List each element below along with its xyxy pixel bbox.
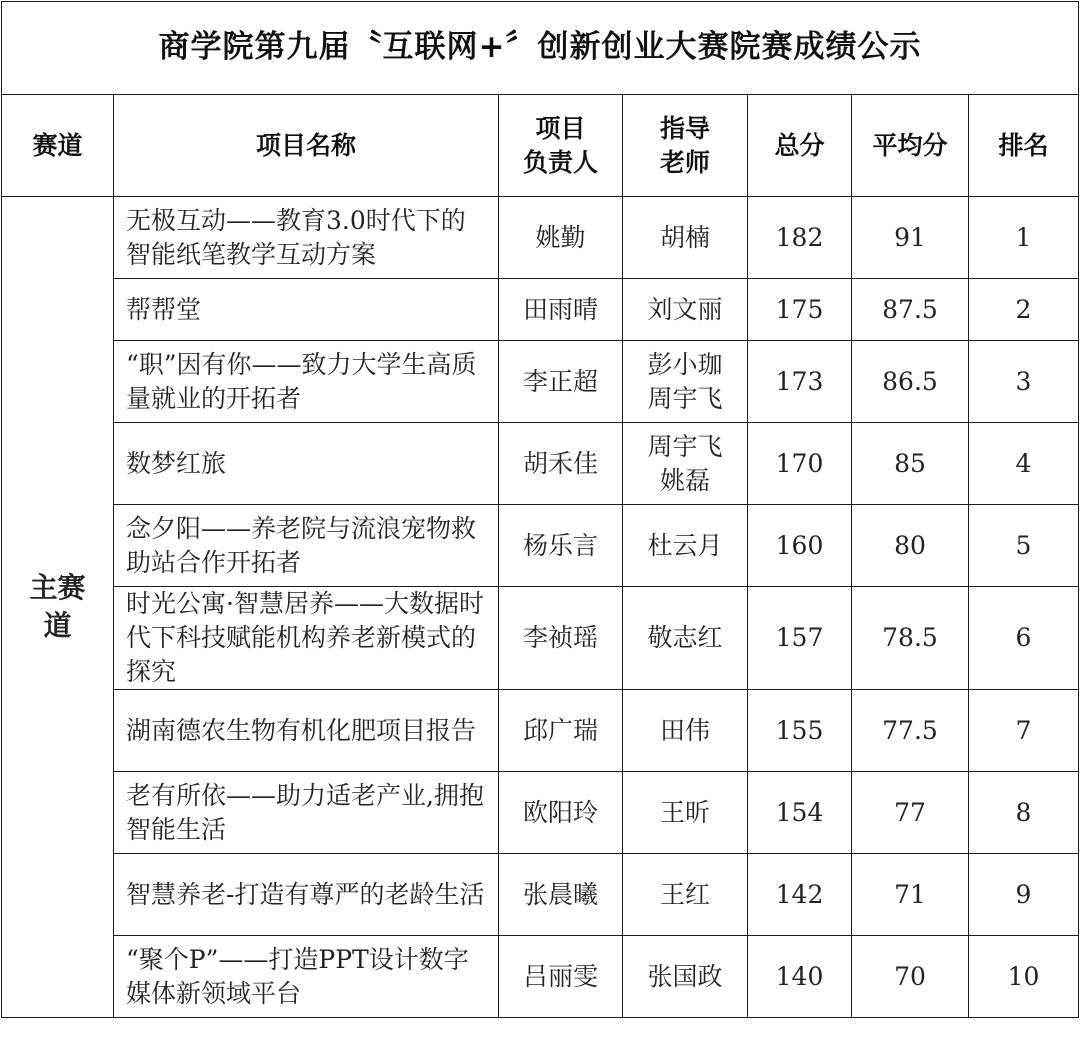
header-leader-line: 负责人 [522,147,598,177]
leader-cell: 胡禾佳 [499,423,623,505]
leader-cell: 姚勤 [499,197,623,279]
project-name-cell: “聚个P”——打造PPT设计数字媒体新领域平台 [114,936,499,1018]
rank-cell: 2 [969,279,1079,341]
total-score-cell: 157 [748,587,852,690]
rank-cell: 3 [969,341,1079,423]
advisor-name: 姚磊 [659,465,710,495]
rank-cell: 7 [969,690,1079,772]
average-score-cell: 78.5 [852,587,969,690]
advisor-cell [623,341,748,423]
total-score-cell: 160 [748,505,852,587]
project-name-cell: 老有所依——助力适老产业,拥抱智能生活 [114,772,499,854]
table-row [2,423,1079,505]
table-row [2,279,1079,341]
table-row [2,505,1079,587]
table-row [2,936,1079,1018]
project-name-cell: 智慧养老-打造有尊严的老龄生活 [114,854,499,936]
advisor-cell [623,772,748,854]
advisor-cell [623,197,748,279]
table-row [2,690,1079,772]
total-score-cell: 140 [748,936,852,1018]
leader-cell: 张晨曦 [499,854,623,936]
header-total: 总分 [748,95,852,197]
header-leader [499,95,623,197]
rank-cell: 8 [969,772,1079,854]
advisor-name: 周宇飞 [647,431,723,461]
total-score-cell: 142 [748,854,852,936]
advisor-name: 王昕 [659,797,710,827]
results-table [1,1,1079,1018]
rank-cell: 1 [969,197,1079,279]
advisor-name: 彭小珈 [647,349,723,379]
project-name-cell: 湖南德农生物有机化肥项目报告 [114,690,499,772]
header-rank: 排名 [969,95,1079,197]
track-cell [2,197,114,1018]
advisor-cell [623,279,748,341]
average-score-cell: 87.5 [852,279,969,341]
rank-cell: 10 [969,936,1079,1018]
advisor-cell [623,936,748,1018]
rank-cell: 4 [969,423,1079,505]
leader-cell: 田雨晴 [499,279,623,341]
leader-cell: 李正超 [499,341,623,423]
header-row [2,95,1079,197]
average-score-cell: 77 [852,772,969,854]
table-row [2,197,1079,279]
total-score-cell: 154 [748,772,852,854]
track-label-line: 主赛 [29,571,86,605]
advisor-name: 王红 [659,879,710,909]
advisor-name: 张国政 [647,961,723,991]
header-advisor [623,95,748,197]
advisor-name: 田伟 [659,715,710,745]
header-leader-line: 项目 [535,113,586,143]
project-name-cell: 数梦红旅 [114,423,499,505]
advisor-name: 胡楠 [659,222,710,252]
header-project: 项目名称 [114,95,499,197]
advisor-name: 敬志红 [647,623,723,653]
track-label-line: 道 [43,609,72,642]
results-body [2,197,1079,1018]
header-advisor-line: 老师 [659,147,710,177]
page-title: 商学院第九届〝互联网+〞创新创业大赛院赛成绩公示 [2,2,1079,95]
table-row [2,772,1079,854]
advisor-name: 刘文丽 [647,294,723,324]
leader-cell: 杨乐言 [499,505,623,587]
average-score-cell: 86.5 [852,341,969,423]
advisor-cell [623,690,748,772]
project-name-cell: 帮帮堂 [114,279,499,341]
rank-cell: 5 [969,505,1079,587]
project-name-cell: 无极互动——教育3.0时代下的智能纸笔教学互动方案 [114,197,499,279]
average-score-cell: 70 [852,936,969,1018]
table-row [2,587,1079,690]
total-score-cell: 155 [748,690,852,772]
total-score-cell: 170 [748,423,852,505]
advisor-cell [623,423,748,505]
total-score-cell: 175 [748,279,852,341]
leader-cell: 吕丽雯 [499,936,623,1018]
header-advisor-line: 指导 [659,113,710,143]
leader-cell: 李祯瑶 [499,587,623,690]
total-score-cell: 173 [748,341,852,423]
rank-cell: 6 [969,587,1079,690]
advisor-name: 杜云月 [647,530,723,560]
leader-cell: 欧阳玲 [499,772,623,854]
total-score-cell: 182 [748,197,852,279]
project-name-cell: 时光公寓·智慧居养——大数据时代下科技赋能机构养老新模式的探究 [114,587,499,690]
table-row [2,854,1079,936]
advisor-cell [623,854,748,936]
average-score-cell: 85 [852,423,969,505]
project-name-cell: 念夕阳——养老院与流浪宠物救助站合作开拓者 [114,505,499,587]
header-average: 平均分 [852,95,969,197]
advisor-name: 周宇飞 [647,383,723,413]
header-track: 赛道 [2,95,114,197]
average-score-cell: 77.5 [852,690,969,772]
average-score-cell: 80 [852,505,969,587]
advisor-cell [623,587,748,690]
table-row [2,341,1079,423]
advisor-cell [623,505,748,587]
rank-cell: 9 [969,854,1079,936]
leader-cell: 邱广瑞 [499,690,623,772]
average-score-cell: 91 [852,197,969,279]
average-score-cell: 71 [852,854,969,936]
project-name-cell: “职”因有你——致力大学生高质量就业的开拓者 [114,341,499,423]
